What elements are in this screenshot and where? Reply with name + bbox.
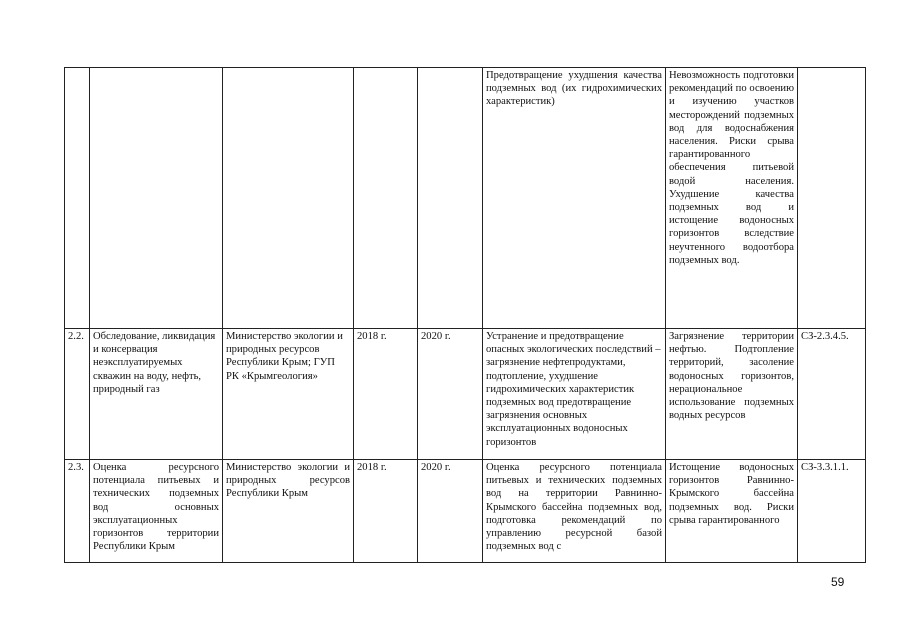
indicator-code: СЗ-3.3.1.1. <box>798 460 866 563</box>
expected-result: Оценка ресурсного потенциала питьевых и технических подземных вод на территории Равнинно-Крымского бассейна подземных вод, подготовка рекомендаций по управлению ресурсной базой подземных вод с <box>483 460 666 563</box>
table-row <box>65 460 866 563</box>
executor <box>223 68 354 329</box>
indicator-code <box>798 68 866 329</box>
expected-result: Предотвращение ухудшения качества подземных вод (их гидрохимических характеристик) <box>483 68 666 329</box>
event-name: Обследование, ликвидация и консервация неэксплуатируемых скважин на воду, нефть, природный газ <box>90 329 223 460</box>
end-year: 2020 г. <box>418 329 483 460</box>
indicator-code: СЗ-2.3.4.5. <box>798 329 866 460</box>
event-name <box>90 68 223 329</box>
end-year: 2020 г. <box>418 460 483 563</box>
table-row <box>65 68 866 329</box>
expected-result: Устранение и предотвращение опасных экологических последствий – загрязнение нефтепродуктами, подтопление, ухудшение гидрохимических характеристик подземных вод предотвращение загрязнения основных эксплуатационных водоносных горизонтов <box>483 329 666 460</box>
page-number: 59 <box>831 575 845 589</box>
table-row <box>65 329 866 460</box>
executor: Министерство экологии и природных ресурсов Республики Крым <box>223 460 354 563</box>
risks: Загрязнение территории нефтью. Подтопление территорий, засоление водоносных горизонтов, нерациональное использование подземных водных ресурсов <box>666 329 798 460</box>
start-year: 2018 г. <box>354 329 418 460</box>
program-table <box>64 67 866 563</box>
risks: Истощение водоносных горизонтов Равнинно-Крымского бассейна подземных вод. Риски срыва гарантированного <box>666 460 798 563</box>
start-year <box>354 68 418 329</box>
start-year: 2018 г. <box>354 460 418 563</box>
executor: Министерство экологии и природных ресурсов Республики Крым; ГУП РК «Крымгеология» <box>223 329 354 460</box>
event-name: Оценка ресурсного потенциала питьевых и технических подземных вод основных эксплуатационных горизонтов территории Республики Крым <box>90 460 223 563</box>
row-number: 2.2. <box>65 329 90 460</box>
risks: Невозможность подготовки рекомендаций по освоению и изучению участков месторождений подземных вод для водоснабжения населения. Риски срыва гарантированного обеспечения питьевой водой населения. Ухудшение качества подземных вод и истощение водоносных горизонтов вследствие неучтенного водоотбора подземных вод. <box>666 68 798 329</box>
end-year <box>418 68 483 329</box>
row-number: 2.3. <box>65 460 90 563</box>
row-number <box>65 68 90 329</box>
